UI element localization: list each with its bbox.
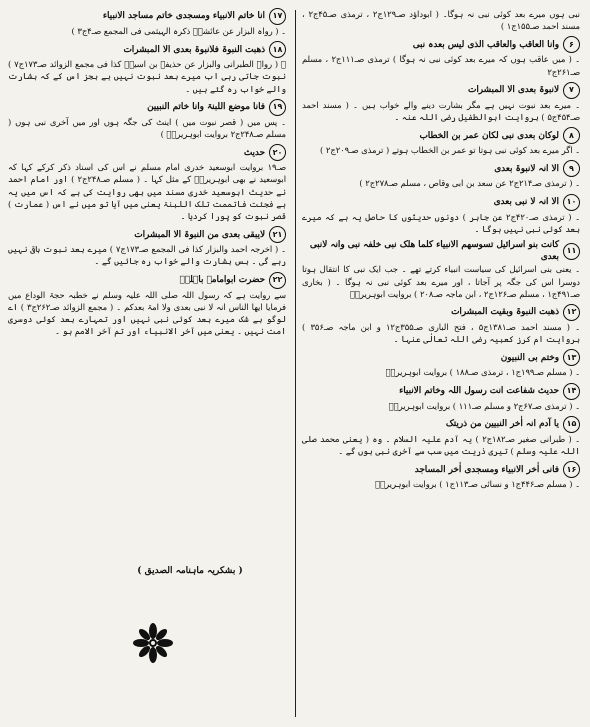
arabic-text: حدیث شفاعت انت رسول اللہ وخاتم الانبیاء [399, 386, 559, 397]
arabic-text: الا انہ لا نبی بعدی [493, 197, 559, 208]
number-badge: ۷ [563, 82, 580, 99]
hadith-18 [8, 41, 286, 95]
urdu-text: ۔ ( میں عاقب ہوں کہ میرے بعد کوئی نبی نہ ہوگا ) ترمذی صـ۱۱۱ج۲ ، مسلم صـ۲۶۱ج۲ [302, 54, 580, 77]
arabic-text: وختم بی النبیون [500, 352, 559, 363]
hadith-19 [8, 99, 286, 140]
number-badge: ۸ [563, 127, 580, 144]
arabic-text: فانا موضع اللبنۃ وانا خاتم النبیین [147, 102, 265, 113]
urdu-text: ۔ ( ترمذی صـ۶۷ج۲ و مسلم صـ۱۱۱ ) بروایت ابوہریرہؓ [388, 400, 580, 411]
column-divider [295, 10, 296, 717]
credit-line: ( بشکریہ ماہنامہ الصدیق ) [137, 566, 243, 576]
hadith-8 [302, 127, 580, 156]
urdu-text: ۔ ( ترمذی صـ۲۱۴ج۲ عن سعد بن ابی وقاص ، مسلم صـ۲۷۸ج۲ ) [359, 178, 580, 189]
urdu-text: صـ۱۹ بروایت ابوسعید خدری امام مسلم نے اس کی اسناد ذکر کرکے کہا کہ ابوسعید نے بھی ابوہریرہؓ کے مثل کہا ۔ ( مسلم صـ۲۴۸ج۲ ) اور امام احمد نے حدیث ابوسعید خدری مسند میں بھی روایت کی ہے کہ اس میں یہ ہے فجئت فاتممت تلک اللبنۃ یعنی میں آیا تو میں نے اس ( عمارت ) قصر نبوت کو پورا کردیا ۔ [8, 162, 287, 222]
number-badge: ۶ [563, 36, 580, 53]
urdu-text: ۔ ( رواہ الطبرانی والبزار عن حذیفہ بن اسیدؓ کذا فی مجمع الزوائد صـ۱۷۳ج۷ ) نبوت جاتی رہی اب میرے بعد نبوت نہیں ہے بجز اس کے کہ بشارت والے خواب رہ گئے ہیں ۔ [8, 59, 286, 94]
arabic-text: فانی اٰخر الانبیاء ومسجدی اٰخر المساجد [414, 464, 559, 475]
hadith-13 [302, 349, 580, 378]
number-badge: ۱۵ [563, 416, 580, 433]
arabic-text: لایبقی بعدی من النبوۃ الا المبشرات [134, 229, 265, 240]
arabic-text: ذھبت النبوۃ فلانبوۃ بعدی الا المبشرات [123, 44, 265, 55]
urdu-text: ۔ اگر میرے بعد کوئی نبی ہوتا تو عمر بن الخطاب ہوتے ( ترمذی صـ۲۰۹ج۲ ) [319, 145, 580, 156]
urdu-text: ۔ یعنی بنی اسرائیل کی سیاست انبیاء کرتے تھے ۔ جب ایک نبی کا انتقال ہوتا دوسرا اس کی جگہ پر آجاتا ، اور میرے بعد کوئی نبی نہ ہوگا ۔ ( بخاری صـ۴۹۱ج۱ ، مسلم صـ۱۲۶ج۲ ، ابن ماجہ صـ۲۰۸ ) بروایت ابوہریرہؓ [302, 264, 580, 299]
left-column [8, 8, 286, 341]
arabic-text: لانبوۃ بعدی الا المبشرات [468, 85, 559, 96]
number-badge: ۱۴ [563, 383, 580, 400]
arabic-text: وانا العاقب والعاقب الذی لیس بعدہ نبی [412, 39, 559, 50]
number-badge: ۲۱ [269, 226, 286, 243]
number-badge: ۱۷ [269, 8, 286, 25]
hadith-6 [302, 36, 580, 77]
number-badge: ۱۸ [269, 41, 286, 58]
hadith-22 [8, 272, 286, 338]
arabic-text: انا خاتم الانبیاء ومسجدی خاتم مساجد الانبیاء [102, 11, 265, 22]
urdu-text: ۔ ( طبرانی صغیر صـ۱۸۲ج۲ ) یہ آدم علیہ السلام ۔ وہ ( یعنی محمد صلی اللہ علیہ وسلم ) تیری ذریت میں سب سے آخری نبی ہوں گے ۔ [302, 433, 580, 457]
hadith-7 [302, 82, 580, 123]
hadith-16 [302, 461, 580, 490]
hadith-15 [302, 416, 580, 457]
arabic-text: یا آدم انہ اٰخر النبیین من ذریتک [445, 419, 559, 430]
arabic-text: کانت بنو اسرائیل تسوسھم الانبیاء کلما ھلک نبی خلفہ نبی وانہ لانبی بعدی [309, 240, 559, 263]
hadith-20 [8, 144, 286, 222]
number-badge: ۱۰ [563, 194, 580, 211]
number-badge: ۹ [563, 160, 580, 177]
number-badge: ۲۰ [269, 144, 286, 161]
number-badge: ۱۳ [563, 349, 580, 366]
arabic-text: حدیث [243, 147, 265, 158]
urdu-text: ۔ ( ترمذی صـ۴۲۰ج۲ عن جابر ) دونوں حدیثوں کا حاصل یہ ہے کہ میرے بعد کوئی نبی نہیں ہوگا ۔ [302, 211, 580, 234]
right-column [302, 8, 580, 494]
urdu-text: ۔ میرے بعد نبوت نہیں ہے مگر بشارت دینے والے خواب ہیں ۔ ( مسند احمد صـ۴۵۴ج۵ ) بروایت ابوالطفیل رضی اللہ عنہ ۔ [302, 99, 580, 123]
urdu-text: ۔ ( اخرجہ احمد والبزار کذا فی المجمع صـ۱۷۳ج۷ ) میرے بعد نبوت باقی نہیں رہے گی ۔ بس بشارت والے خواب رہ جائیں گے ۔ [8, 244, 286, 267]
number-badge: ۱۲ [563, 304, 580, 321]
urdu-text: ۔ ( مسلم صـ۴۴۶ج۱ و نسائی صـ۱۱۳ج۱ ) بروایت ابوہریرہؓ [375, 479, 580, 490]
hadith-17 [8, 8, 286, 37]
hadith-9 [302, 160, 580, 189]
number-badge: ۱۹ [269, 99, 286, 116]
number-badge: ۲۲ [269, 272, 286, 289]
intro-text: نبی ہوں میرے بعد کوئی نبی نہ ہوگا۔ ( ابوداؤد صـ۱۲۹ج۲ ، ترمذی صـ۴۵ج۲ ، مسند احمد صـ۱۵۵ج۱ ) [302, 9, 580, 32]
hadith-10 [302, 194, 580, 235]
right-intro [302, 8, 580, 32]
urdu-text: ۔ پس میں ( قصر نبوت میں ) اینٹ کی جگہ ہوں اور میں آخری نبی ہوں ( مسلم صـ۲۴۸ج۲ بروایت ابوہریرہؓ ) [8, 116, 286, 140]
arabic-text: الا انہ لانبوۃ بعدی [494, 163, 559, 174]
number-badge: ۱۱ [563, 243, 580, 260]
arabic-text: لوکان بعدی نبی لکان عمر بن الخطاب [419, 130, 559, 141]
hadith-12 [302, 304, 580, 345]
urdu-text: سے روایت ہے کہ رسول اللہ صلی اللہ علیہ وسلم نے خطبہ حجۃ الوداع میں فرمایا ایھا الناس انہ لا نبی بعدی ولا امۃ بعدکم ۔ ( مجمع الزوائد صـ۲۶۲ج۳ ) اے لوگو بے شک میرے بعد کوئی نبی نہیں اور تمہارے بعد کوئی دوسری امت نہیں ۔ یعنی میں آخر الانبیاء اور تم آخر الامم ہو ۔ [8, 289, 286, 337]
arabic-text: حضرت ابوامامہ باہلیؓ [179, 275, 265, 286]
urdu-text: ۔ ( مسند احمد صـ۱۳۸۱ج۵ ، فتح الباری صـ۳۵۵ج۱۲ و ابن ماجہ صـ۳۵۶ ) بروایت ام کرز کعبیہ رضی اللہ تعالٰی عنہا ۔ [302, 322, 580, 345]
hadith-21 [8, 226, 286, 267]
hadith-11 [302, 239, 580, 300]
number-badge: ۱۶ [563, 461, 580, 478]
floral-ornament-icon [130, 620, 176, 666]
hadith-14 [302, 383, 580, 412]
urdu-text: ۔ ( رواہ البزار عن عائشہؓ ذکرہ الہیثمی فی المجمع صـ۴ج۳ ) [71, 26, 286, 36]
arabic-text: ذھبت النبوۃ وبقیت المبشرات [451, 307, 559, 318]
urdu-text: ۔ ( مسلم صـ۱۹۹ج۱ ، ترمذی صـ۱۸۸ ) بروایت ابوہریرہؓ [385, 367, 580, 378]
